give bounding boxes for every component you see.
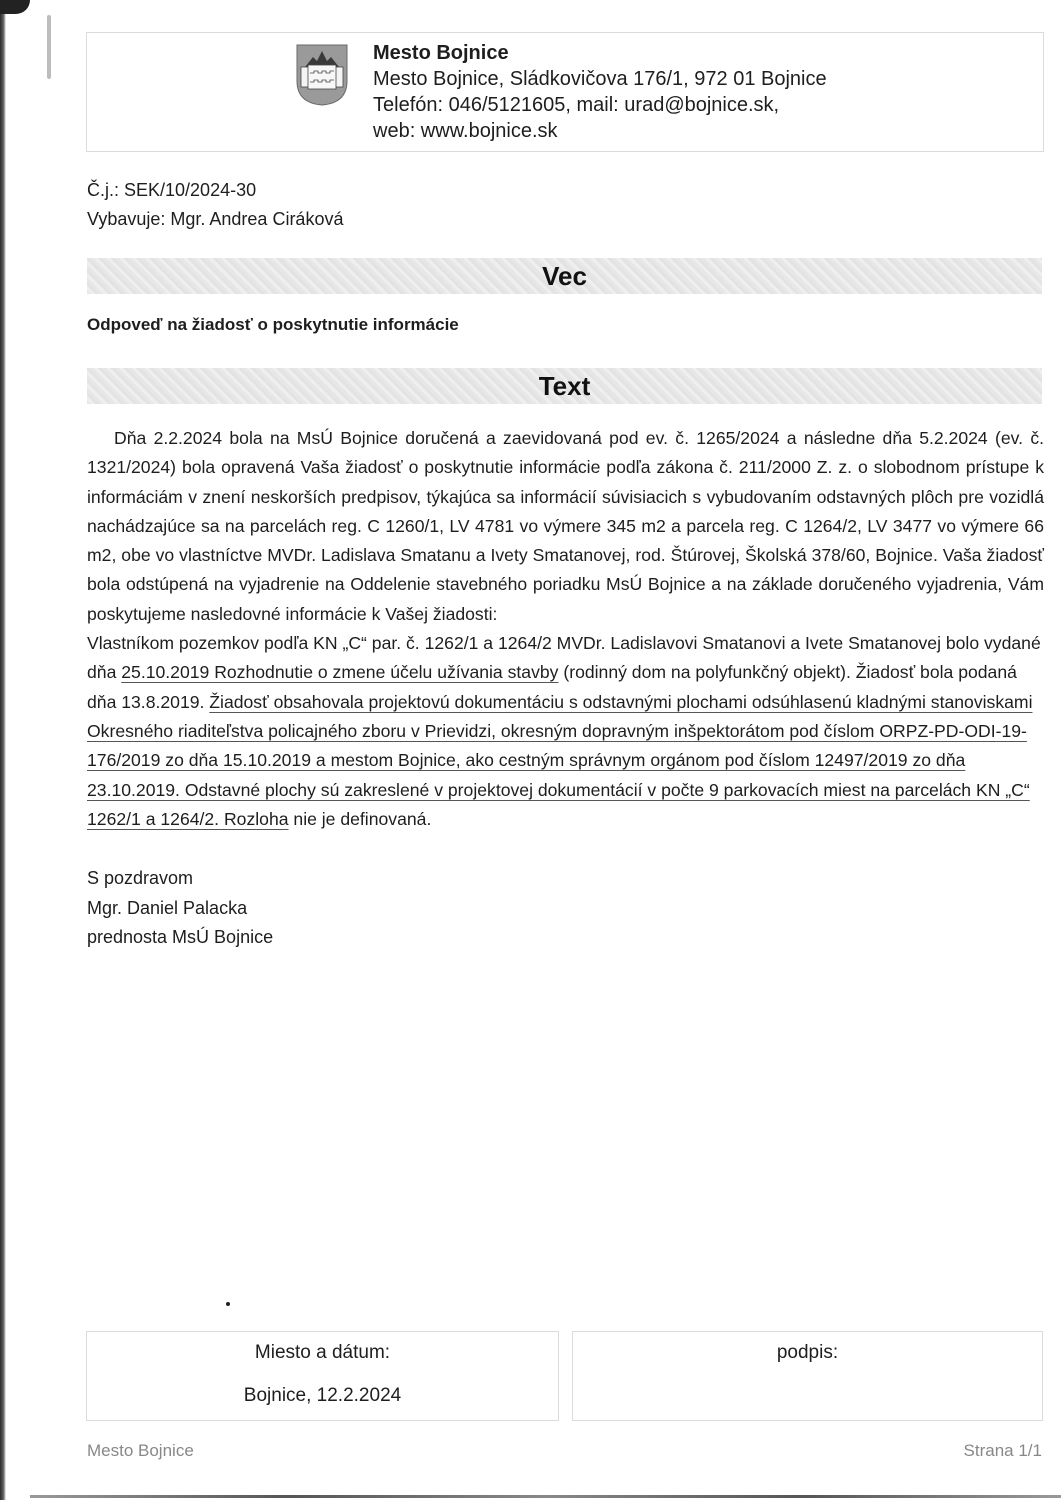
paragraph-1: Dňa 2.2.2024 bola na MsÚ Bojnice doručená a zaevidovaná pod ev. č. 1265/2024 a následne dňa 5.2.2024 (ev. č. 1321/2024) bola opravená Vaša žiadosť o poskytnutie informácie podľa zákona č. 211/2000 Z. z. o slobodnom prístupe k informáciám v znení neskorších predpisov, týkajúca sa informácií súvisiacich s vybudovaním odstavných plôch pre vozidlá nachádzajúce sa na parcelách reg. C 1260/1, LV 4781 vo výmere 345 m2 a parcela reg. C 1264/2, LV 3477 vo výmere 66 m2, obe vo vlastníctve MVDr. Ladislava Smatanu a Ivety Smatanovej, rod. Štúrovej, Školská 378/60, Bojnice. Vaša žiadosť bola odstúpená na vyjadrenie na Oddelenie stavebného poriadku MsÚ Bojnice a na základe doručeného vyjadrenia, Vám poskytujeme nasledovné informácie k Vašej žiadosti:: [87, 428, 1044, 624]
letterhead: [373, 40, 827, 144]
place-date-value: Bojnice, 12.2.2024: [243, 1385, 402, 1406]
footer-org: Mesto Bojnice: [87, 1441, 194, 1460]
greeting: S pozdravom: [87, 868, 194, 888]
paragraph-2: [87, 629, 1044, 834]
footer-page-number: Strana 1/1: [963, 1441, 1042, 1460]
reference-number: Č.j.: SEK/10/2024-30: [87, 180, 257, 200]
place-date-label: Miesto a dátum:: [254, 1342, 391, 1363]
paragraph-2-part-3: nie je definovaná.: [288, 808, 432, 829]
handwritten-underline-1: 25.10.2019 Rozhodnutie o zmene účelu užívania stavby: [121, 662, 559, 683]
signature-box: [572, 1331, 1043, 1421]
org-name: Mesto Bojnice: [373, 42, 509, 64]
scan-corner: [0, 0, 30, 14]
document-meta: [87, 176, 343, 234]
place-date-box: [86, 1331, 559, 1421]
castle-coat-of-arms-icon: [295, 43, 349, 107]
signature-label: podpis:: [776, 1342, 839, 1363]
text-heading: Text: [87, 368, 1042, 404]
handled-by: Vybavuje: Mgr. Andrea Ciráková: [87, 209, 344, 229]
paragraph-2-part-1: Vlastníkom pozemkov podľa KN „C“ par. č. 1262/1 a 1264/2 MVDr. Ladislavovi Smatanovi a Ivete Smatanovej bolo vydané dňa: [87, 633, 1041, 683]
subject-text: Odpoveď na žiadosť o poskytnutie informácie: [87, 315, 459, 334]
signatory-title: prednosta MsÚ Bojnice: [87, 927, 274, 947]
letter-body: [87, 424, 1044, 834]
closing-block: [87, 864, 273, 953]
paragraph-2-part-2: (rodinný dom na polyfunkčný objekt). Žiadosť bola podaná dňa 13.8.2019.: [87, 662, 1017, 712]
scan-edge: [0, 0, 6, 1500]
org-address: Mesto Bojnice, Sládkovičova 176/1, 972 01 Bojnice: [373, 68, 827, 90]
org-web: web: www.bojnice.sk: [373, 120, 558, 142]
scan-speck: [226, 1302, 230, 1306]
subject-heading: Vec: [87, 258, 1042, 294]
handwritten-underline-2: Žiadosť obsahovala projektovú dokumentáciu s odstavnými plochami odsúhlasenú kladnými stanoviskami Okresného riaditeľstva policajného zboru v Prievidzi, okresným dopravným inšpektorátom pod číslom ORPZ-PD-ODI-19-176/2019 zo dňa 15.10.2019 a mestom Bojnice, ako cestným správnym orgánom pod číslom 12497/2019 zo dňa 23.10.2019. Odstavné plochy sú zakreslené v projektovej dokumentácií v počte 9 parkovacích miest na parcelách KN „C“ 1262/1 a 1264/2. Rozloha: [87, 691, 1033, 829]
scan-mark: [47, 15, 51, 79]
scan-edge-bottom: [30, 1495, 1061, 1498]
signatory-name: Mgr. Daniel Palacka: [87, 897, 248, 918]
org-contact: Telefón: 046/5121605, mail: urad@bojnice.sk,: [373, 94, 780, 116]
